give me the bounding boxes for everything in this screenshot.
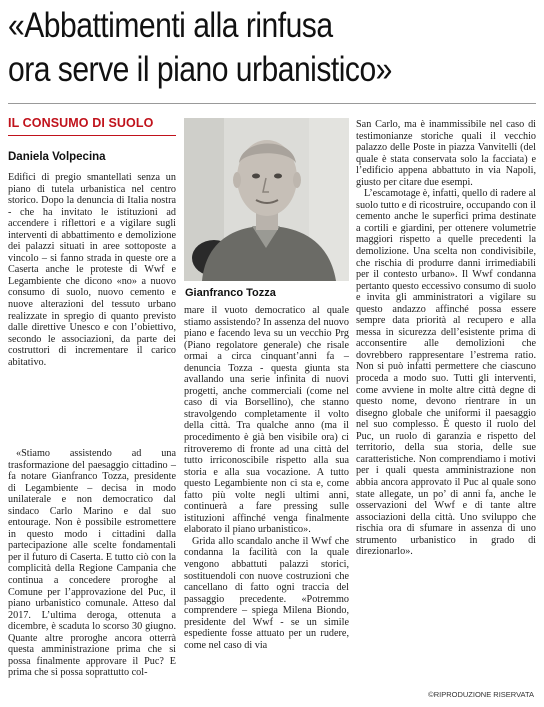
author-byline: Daniela Volpecina xyxy=(8,151,106,163)
headline xyxy=(8,4,537,92)
section-divider xyxy=(8,135,176,136)
photo-caption: Gianfranco Tozza xyxy=(185,287,276,299)
paragraph: Edifici di pregio smantellati senza un piano di tutela urbanistica nel centro storico. Dopo la denuncia di Italia nostra - che ha invitato le istituzioni ad accendere i riflettori e a vigilare sugli interventi di abbattimento e demolizione dei palazzi situati in aree sottoposte a vincolo – si fanno strada in queste ore a Caserta anche le proteste di Wwf e Legambiente che dicono «no» a nuovo consumo di suolo, nuovo cemento e nuove alterazioni del tessuto urbano realizzate in spregio di quanto previsto dalle direttive Unesco e con l’obiettivo, secondo le associazioni, da parte dei costruttori di incrementare il carico abitativo. xyxy=(8,172,176,368)
section-label: IL CONSUMO DI SUOLO xyxy=(8,116,154,130)
paragraph: San Carlo, ma è inammissibile nel caso di testimonianze storiche quali il vecchio palazzo delle Poste in piazza Vanvitelli (del quale è stata conservata solo la facciata) e l’edificio appena abbattuto in via Napoli, giusto per citare due esempi. xyxy=(356,119,536,188)
article-column-1-bottom xyxy=(8,448,176,679)
paragraph: Grida allo scandalo anche il Wwf che condanna la facilità con la quale vengono abbattuti palazzi storici, sostituendoli con nuove costruzioni che cancellano di fatto ogni traccia del passaggio precedente. «Potremmo comprendere – spiega Milena Biondo, presidente del Wwf - se un simile espediente fosse attuato per un rudere, come nel caso di via xyxy=(184,535,349,651)
headline-line-1: «Abbattimenti alla rinfusa xyxy=(8,6,333,45)
article-column-1-top xyxy=(8,172,176,368)
paragraph: «Stiamo assistendo ad una trasformazione del paesaggio cittadino – fa notare Gianfranco Tozza, presidente di Legambiente – decisa in modo unilaterale e non democratico dal sindaco Carlo Marino e dal suo entourage. Non è possibile estromettere in questo modo i cittadini dalla partecipazione alle scelte fondamentali per il futuro di Caserta. E tutto ciò con la complicità della Regione Campania che continua a concedere proroghe al Comune per l’approvazione del Puc, il piano urbanistico comunale. Atteso dal 2017. L’ultima deroga, ottenuta a dicembre, è scaduta lo scorso 30 giugno. Quante altre proroghe ancora otterrà questa amministrazione prima che si possa finalmente approvare il Puc? E prima che si possa soprattutto col- xyxy=(8,448,176,679)
portrait-image xyxy=(184,118,349,281)
copyright-notice: ©RIPRODUZIONE RISERVATA xyxy=(428,690,534,699)
portrait-photo xyxy=(184,118,349,281)
headline-divider xyxy=(8,103,536,104)
article-column-2 xyxy=(184,305,349,651)
article-column-3 xyxy=(356,119,536,558)
paragraph: L’escamotage è, infatti, quello di radere al suolo tutto e di ricostruire, occupando con il cemento anche le superfici prima destinate a cortili e giardini, per ottenere volumetrie maggiori rispetto a quelle precedenti la demolizione. Una scelta non condivisibile, che rischia di produrre danni irrimediabili per il contesto urbano». Il Wwf condanna pertanto questo eccessivo consumo di suolo e invita gli amministratori a vigilare su questo andazzo affinché possa essere sempre data priorità al recupero e alla messa in sicurezza dell’esistente prima di acconsentire alle demolizioni che dovrebbero rappresentare l’estrema ratio. Non si può infatti permettere che ciascuno proceda a modo suo. Tutti gli interventi, come avviene in molte altre città degne di questo nome, devono rientrare in un disegno globale che uniformi il paesaggio nel suo complesso. È questo il ruolo del Puc, un ruolo di garanzia e rispetto del territorio, della sua storia, delle sue caratteristiche. Non comprendiamo i motivi per i quali questa amministrazione non abbia ancora approvato il Puc al quale sono state allegate, un po’ di anni fa, anche le osservazioni del Wwf e di tante altre associazioni della città. Uno sviluppo che rischia ora di sfumare in assenza di uno strumento urbanistico in grado di direzionarlo». xyxy=(356,188,536,558)
headline-line-2: ora serve il piano urbanistico» xyxy=(8,50,392,89)
paragraph: mare il vuoto democratico al quale stiamo assistendo? In assenza del nuovo piano e facendo leva su un vecchio Prg (Piano regolatore generale) che risale ormai a circa cinquant’anni fa – denuncia Tozza - questa giunta sta avallando una serie infinita di nuovi progetti, anche commerciali (come nel caso di via Borsellino), che stanno stravolgendo completamente il volto della città. Tra qualche anno (ma il procedimento è già ben visibile ora) ci ritroveremo di fronte ad una città del tutto irriconoscibile rispetto alla sua storia e alla sua vocazione. A tutto questo Legambiente non ci sta e, come fatto più volte negli ultimi anni, continuerà a fare pressing sulle istituzioni affinché venga finalmente elaborato il piano urbanistico». xyxy=(184,305,349,536)
